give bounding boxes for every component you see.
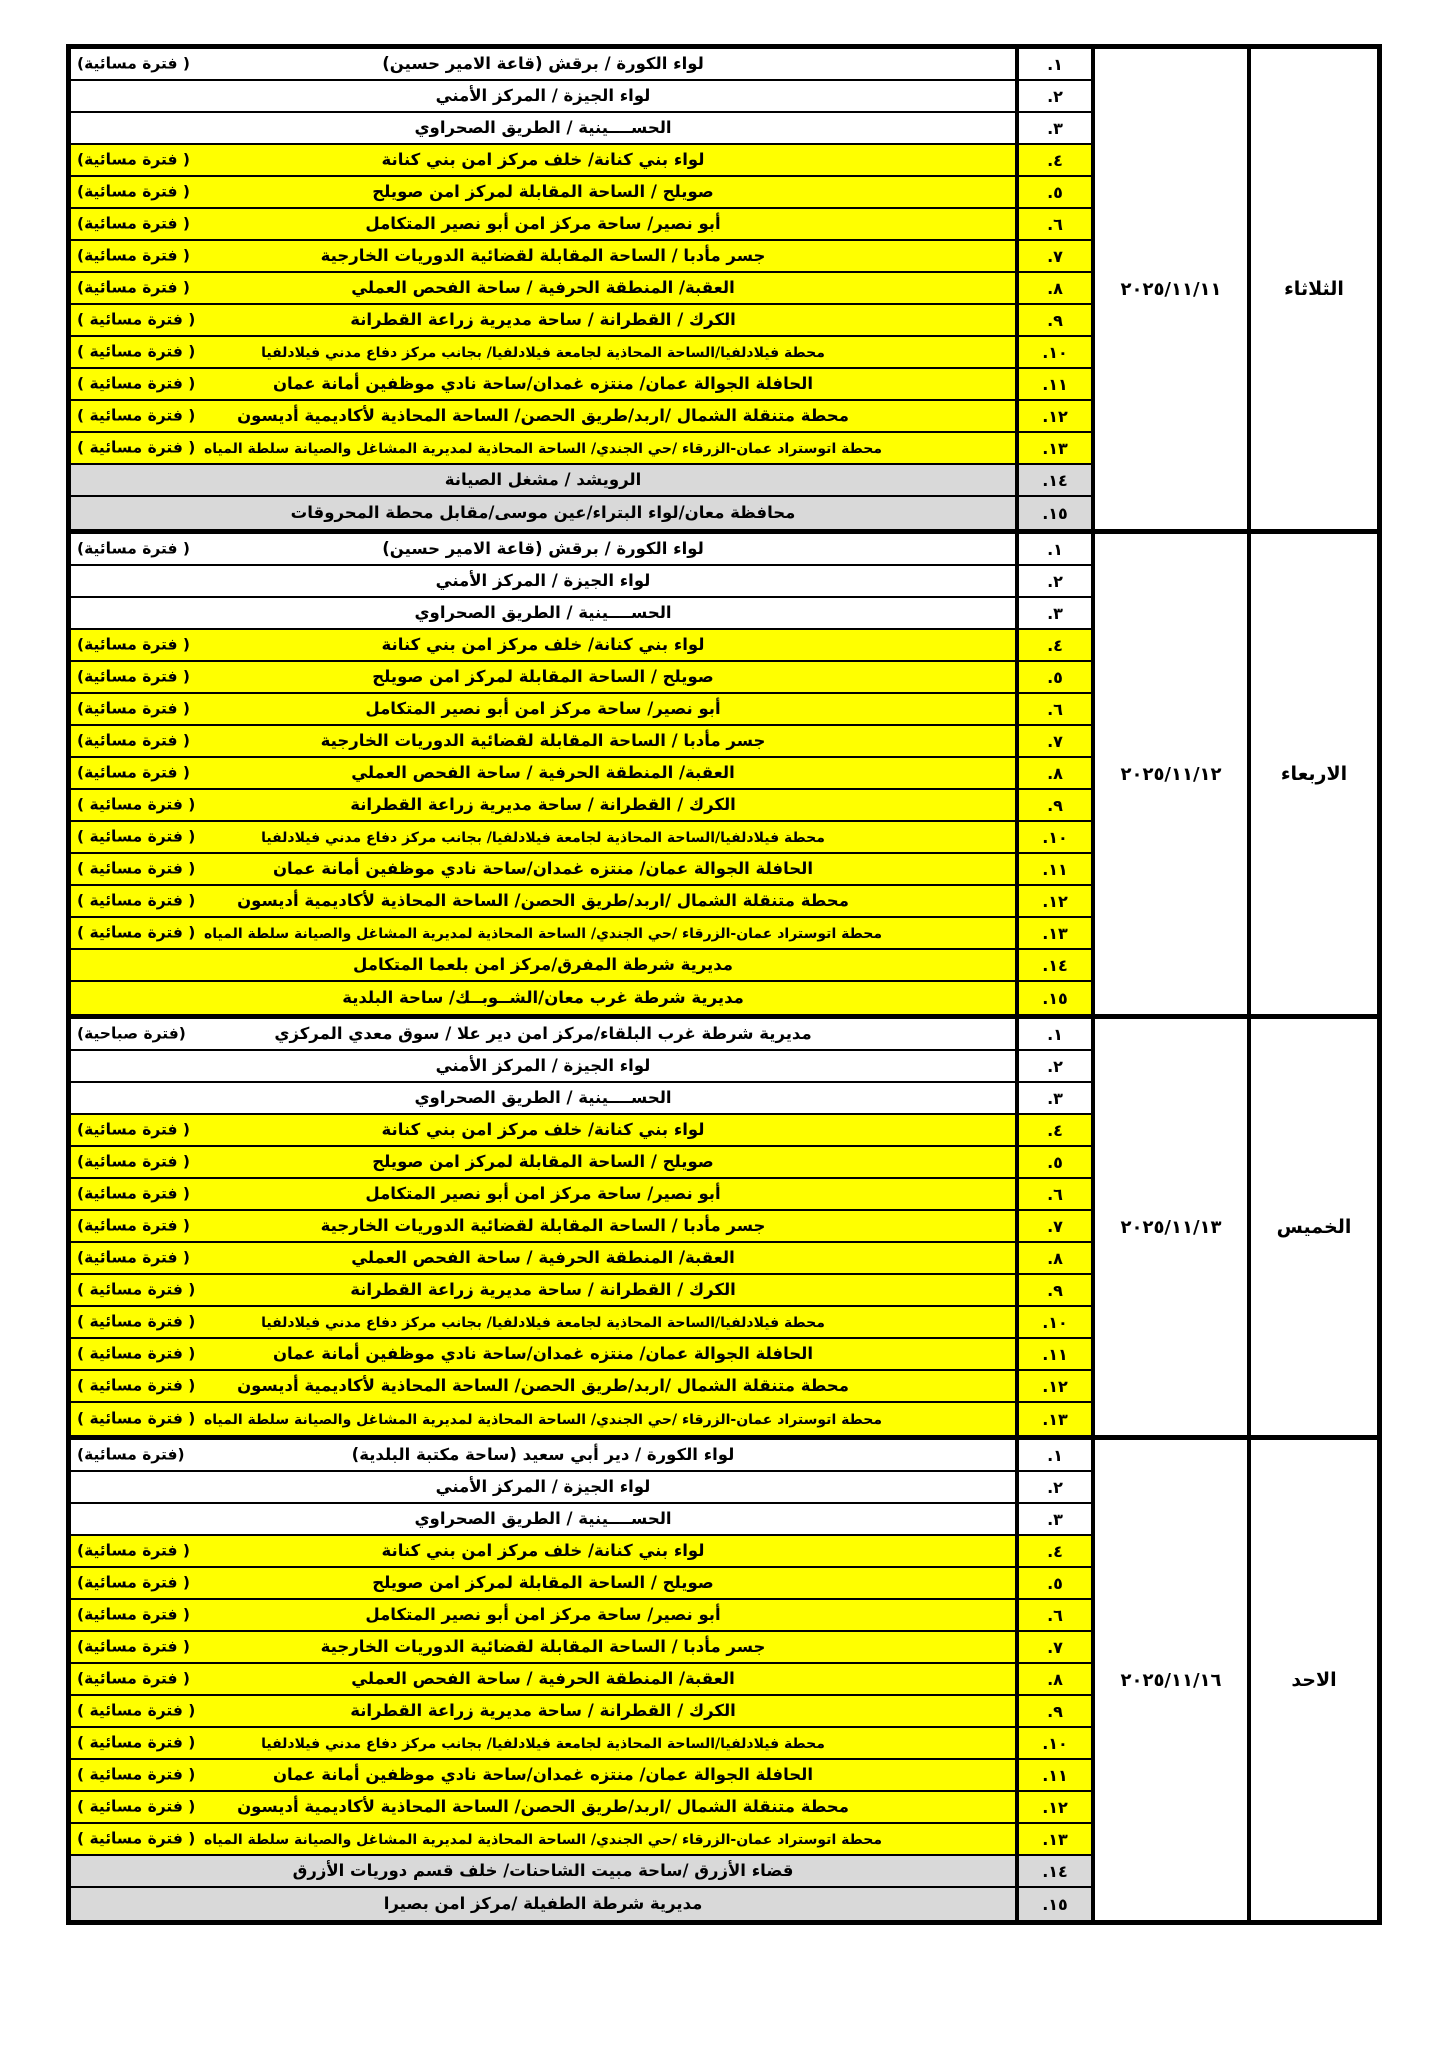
schedule-row — [71, 177, 1091, 209]
date-value: ٢٠٢٥/١١/١٣ — [1091, 1019, 1247, 1435]
shift-period-note: ( فترة مسائية) — [77, 1248, 190, 1267]
shift-period-note: ( فترة مسائية) — [77, 1541, 190, 1560]
shift-period-note: ( فترة مسائية) — [77, 214, 190, 233]
location-cell — [71, 694, 1015, 724]
schedule-row — [71, 854, 1091, 886]
location-text: صويلح / الساحة المقابلة لمركز امن صويلح — [372, 182, 714, 202]
shift-period-note: ( فترة مسائية ) — [77, 374, 196, 393]
location-text: محطة متنقلة الشمال /اربد/طريق الحصن/ الساحة المحاذية لأكاديمية أديسون — [237, 1376, 849, 1396]
schedule-row — [71, 1792, 1091, 1824]
shift-period-note: ( فترة مسائية) — [77, 1637, 190, 1656]
schedule-row — [71, 1307, 1091, 1339]
row-number: ٩. — [1015, 1275, 1091, 1305]
location-cell — [71, 465, 1015, 495]
schedule-row — [71, 497, 1091, 529]
row-number: ٧. — [1015, 1632, 1091, 1662]
row-number: ٢. — [1015, 81, 1091, 111]
shift-period-note: ( فترة مسائية) — [77, 1605, 190, 1624]
location-text: جسر مأدبا / الساحة المقابلة لقضائية الدوريات الخارجية — [320, 731, 766, 751]
schedule-row — [71, 1339, 1091, 1371]
row-number: ٥. — [1015, 1147, 1091, 1177]
location-cell — [71, 1600, 1015, 1630]
schedule-row — [71, 1472, 1091, 1504]
row-number: ٧. — [1015, 1211, 1091, 1241]
row-number: ٢. — [1015, 1051, 1091, 1081]
row-number: ٤. — [1015, 630, 1091, 660]
location-text: الحافلة الجوالة عمان/ منتزه غمدان/ساحة نادي موظفين أمانة عمان — [272, 374, 814, 394]
location-cell — [71, 790, 1015, 820]
shift-period-note: ( فترة مسائية) — [77, 246, 190, 265]
location-cell — [71, 305, 1015, 335]
location-text: محطة متنقلة الشمال /اربد/طريق الحصن/ الساحة المحاذية لأكاديمية أديسون — [237, 406, 849, 426]
location-text: لواء بني كنانة/ خلف مركز امن بني كنانة — [381, 635, 705, 655]
shift-period-note: ( فترة مسائية ) — [77, 1733, 196, 1752]
schedule-row — [71, 1824, 1091, 1856]
schedule-row — [71, 790, 1091, 822]
row-number: ٣. — [1015, 598, 1091, 628]
schedule-row — [71, 630, 1091, 662]
schedule-row — [71, 273, 1091, 305]
shift-period-note: ( فترة مسائية ) — [77, 923, 196, 942]
location-text: الحســــينية / الطريق الصحراوي — [414, 1088, 672, 1108]
day-block — [71, 534, 1377, 1019]
location-text: الحســــينية / الطريق الصحراوي — [414, 603, 672, 623]
location-text: أبو نصير/ ساحة مركز امن أبو نصير المتكامل — [365, 1605, 721, 1625]
row-number: ١٣. — [1015, 433, 1091, 463]
shift-period-note: ( فترة مسائية) — [77, 278, 190, 297]
locations-rows — [71, 1440, 1091, 1920]
schedule-row — [71, 662, 1091, 694]
location-text: جسر مأدبا / الساحة المقابلة لقضائية الدوريات الخارجية — [320, 1637, 766, 1657]
location-cell — [71, 726, 1015, 756]
row-number: ١. — [1015, 1440, 1091, 1470]
location-cell — [71, 822, 1015, 852]
location-text: محطة فيلادلفيا/الساحة المحاذية لجامعة فيلادلفيا/ بجانب مركز دفاع مدني فيلادلفيا — [261, 1314, 825, 1331]
location-cell — [71, 1696, 1015, 1726]
location-text: لواء الجيزة / المركز الأمني — [435, 86, 651, 106]
location-text: الحافلة الجوالة عمان/ منتزه غمدان/ساحة نادي موظفين أمانة عمان — [272, 1765, 814, 1785]
location-text: الكرك / القطرانة / ساحة مديرية زراعة القطرانة — [350, 1280, 736, 1300]
location-cell — [71, 273, 1015, 303]
schedule-row — [71, 534, 1091, 566]
schedule-row — [71, 1275, 1091, 1307]
row-number: ٣. — [1015, 1083, 1091, 1113]
location-cell — [71, 1019, 1015, 1049]
shift-period-note: ( فترة مسائية) — [77, 1184, 190, 1203]
location-cell — [71, 433, 1015, 463]
location-text: لواء الكورة / دير أبي سعيد (ساحة مكتبة البلدية) — [351, 1445, 735, 1465]
row-number: ٣. — [1015, 113, 1091, 143]
location-cell — [71, 854, 1015, 884]
schedule-row — [71, 950, 1091, 982]
location-cell — [71, 209, 1015, 239]
location-text: جسر مأدبا / الساحة المقابلة لقضائية الدوريات الخارجية — [320, 246, 766, 266]
row-number: ٢. — [1015, 1472, 1091, 1502]
locations-rows — [71, 534, 1091, 1014]
row-number: ٩. — [1015, 790, 1091, 820]
location-cell — [71, 566, 1015, 596]
row-number: ٨. — [1015, 1664, 1091, 1694]
schedule-row — [71, 758, 1091, 790]
schedule-row — [71, 726, 1091, 758]
date-value: ٢٠٢٥/١١/١٢ — [1091, 534, 1247, 1014]
schedule-row — [71, 401, 1091, 433]
location-text: صويلح / الساحة المقابلة لمركز امن صويلح — [372, 1152, 714, 1172]
schedule-row — [71, 113, 1091, 145]
row-number: ١١. — [1015, 1760, 1091, 1790]
row-number: ٥. — [1015, 662, 1091, 692]
schedule-row — [71, 1856, 1091, 1888]
shift-period-note: (فترة صباحية) — [77, 1024, 186, 1043]
location-cell — [71, 1472, 1015, 1502]
row-number: ١٣. — [1015, 1403, 1091, 1435]
row-number: ١٣. — [1015, 1824, 1091, 1854]
row-number: ١. — [1015, 534, 1091, 564]
shift-period-note: ( فترة مسائية) — [77, 635, 190, 654]
location-text: مديرية شرطة غرب معان/الشــوبــك/ ساحة البلدية — [342, 988, 744, 1008]
schedule-row — [71, 1536, 1091, 1568]
location-text: العقبة/ المنطقة الحرفية / ساحة الفحص العملي — [351, 1248, 735, 1268]
schedule-row — [71, 982, 1091, 1014]
shift-period-note: ( فترة مسائية ) — [77, 891, 196, 910]
shift-period-note: ( فترة مسائية) — [77, 731, 190, 750]
shift-period-note: ( فترة مسائية ) — [77, 1376, 196, 1395]
schedule-row — [71, 1147, 1091, 1179]
schedule-row — [71, 337, 1091, 369]
location-cell — [71, 1888, 1015, 1920]
row-number: ١١. — [1015, 369, 1091, 399]
location-text: أبو نصير/ ساحة مركز امن أبو نصير المتكامل — [365, 699, 721, 719]
row-number: ٩. — [1015, 1696, 1091, 1726]
shift-period-note: ( فترة مسائية ) — [77, 1829, 196, 1848]
shift-period-note: ( فترة مسائية ) — [77, 342, 196, 361]
row-number: ١٢. — [1015, 1371, 1091, 1401]
schedule-row — [71, 1760, 1091, 1792]
location-cell — [71, 1824, 1015, 1854]
location-cell — [71, 401, 1015, 431]
location-cell — [71, 1083, 1015, 1113]
row-number: ١١. — [1015, 1339, 1091, 1369]
shift-period-note: ( فترة مسائية) — [77, 1573, 190, 1592]
location-cell — [71, 1339, 1015, 1369]
location-cell — [71, 950, 1015, 980]
schedule-row — [71, 566, 1091, 598]
location-cell — [71, 145, 1015, 175]
location-text: لواء بني كنانة/ خلف مركز امن بني كنانة — [381, 1541, 705, 1561]
day-block — [71, 1440, 1377, 1920]
location-cell — [71, 241, 1015, 271]
location-cell — [71, 1664, 1015, 1694]
row-number: ٥. — [1015, 1568, 1091, 1598]
row-number: ٨. — [1015, 273, 1091, 303]
schedule-row — [71, 1179, 1091, 1211]
schedule-row — [71, 1019, 1091, 1051]
row-number: ٣. — [1015, 1504, 1091, 1534]
schedule-row — [71, 1664, 1091, 1696]
location-cell — [71, 630, 1015, 660]
shift-period-note: ( فترة مسائية) — [77, 1216, 190, 1235]
location-cell — [71, 1371, 1015, 1401]
location-text: محافظة معان/لواء البتراء/عين موسى/مقابل محطة المحروقات — [290, 503, 796, 523]
schedule-row — [71, 1051, 1091, 1083]
date-value: ٢٠٢٥/١١/١١ — [1091, 49, 1247, 529]
row-number: ١٥. — [1015, 1888, 1091, 1920]
schedule-row — [71, 49, 1091, 81]
location-text: مديرية شرطة الطفيلة /مركز امن بصيرا — [383, 1894, 703, 1914]
shift-period-note: ( فترة مسائية ) — [77, 1797, 196, 1816]
day-name: الاحد — [1247, 1440, 1377, 1920]
location-text: لواء الكورة / برقش (قاعة الامير حسين) — [382, 54, 704, 74]
location-cell — [71, 1211, 1015, 1241]
schedule-row — [71, 1696, 1091, 1728]
location-text: العقبة/ المنطقة الحرفية / ساحة الفحص العملي — [351, 1669, 735, 1689]
location-text: قضاء الأزرق /ساحة مبيت الشاحنات/ خلف قسم دوريات الأزرق — [292, 1861, 794, 1881]
location-cell — [71, 81, 1015, 111]
shift-period-note: ( فترة مسائية ) — [77, 795, 196, 814]
location-text: محطة فيلادلفيا/الساحة المحاذية لجامعة فيلادلفيا/ بجانب مركز دفاع مدني فيلادلفيا — [261, 829, 825, 846]
location-cell — [71, 662, 1015, 692]
location-cell — [71, 1568, 1015, 1598]
schedule-row — [71, 1243, 1091, 1275]
schedule-row — [71, 1083, 1091, 1115]
location-text: محطة اتوستراد عمان-الزرقاء /حي الجندي/ الساحة المحاذية لمديرية المشاغل والصيانة سلطة المياه — [204, 440, 883, 457]
shift-period-note: ( فترة مسائية ) — [77, 859, 196, 878]
location-text: جسر مأدبا / الساحة المقابلة لقضائية الدوريات الخارجية — [320, 1216, 766, 1236]
location-cell — [71, 1147, 1015, 1177]
row-number: ١. — [1015, 49, 1091, 79]
row-number: ١١. — [1015, 854, 1091, 884]
location-cell — [71, 369, 1015, 399]
shift-period-note: ( فترة مسائية) — [77, 1152, 190, 1171]
day-name: الاربعاء — [1247, 534, 1377, 1014]
row-number: ٤. — [1015, 1536, 1091, 1566]
shift-period-note: ( فترة مسائية) — [77, 763, 190, 782]
locations-rows — [71, 49, 1091, 529]
location-cell — [71, 1051, 1015, 1081]
location-cell — [71, 1307, 1015, 1337]
location-cell — [71, 1504, 1015, 1534]
row-number: ١٢. — [1015, 401, 1091, 431]
shift-period-note: ( فترة مسائية ) — [77, 310, 196, 329]
shift-period-note: ( فترة مسائية) — [77, 150, 190, 169]
location-cell — [71, 1632, 1015, 1662]
shift-period-note: ( فترة مسائية) — [77, 1669, 190, 1688]
row-number: ٤. — [1015, 145, 1091, 175]
shift-period-note: ( فترة مسائية ) — [77, 1409, 196, 1428]
schedule-row — [71, 918, 1091, 950]
location-cell — [71, 1760, 1015, 1790]
location-text: الرويشد / مشغل الصيانة — [444, 470, 642, 490]
row-number: ١٠. — [1015, 822, 1091, 852]
row-number: ٦. — [1015, 209, 1091, 239]
schedule-row — [71, 1632, 1091, 1664]
schedule-row — [71, 1888, 1091, 1920]
location-text: أبو نصير/ ساحة مركز امن أبو نصير المتكامل — [365, 214, 721, 234]
location-text: صويلح / الساحة المقابلة لمركز امن صويلح — [372, 1573, 714, 1593]
schedule-row — [71, 1728, 1091, 1760]
location-text: لواء الجيزة / المركز الأمني — [435, 571, 651, 591]
location-cell — [71, 497, 1015, 529]
location-text: صويلح / الساحة المقابلة لمركز امن صويلح — [372, 667, 714, 687]
row-number: ٩. — [1015, 305, 1091, 335]
schedule-row — [71, 1568, 1091, 1600]
schedule-row — [71, 369, 1091, 401]
schedule-row — [71, 1371, 1091, 1403]
row-number: ٢. — [1015, 566, 1091, 596]
row-number: ٦. — [1015, 1600, 1091, 1630]
location-text: الكرك / القطرانة / ساحة مديرية زراعة القطرانة — [350, 1701, 736, 1721]
day-block — [71, 1019, 1377, 1440]
schedule-row — [71, 209, 1091, 241]
shift-period-note: ( فترة مسائية ) — [77, 406, 196, 425]
shift-period-note: ( فترة مسائية) — [77, 699, 190, 718]
row-number: ١٤. — [1015, 1856, 1091, 1886]
location-cell — [71, 758, 1015, 788]
schedule-row — [71, 465, 1091, 497]
location-cell — [71, 113, 1015, 143]
location-text: الكرك / القطرانة / ساحة مديرية زراعة القطرانة — [350, 795, 736, 815]
location-cell — [71, 1403, 1015, 1435]
schedule-row — [71, 694, 1091, 726]
location-cell — [71, 1275, 1015, 1305]
location-text: العقبة/ المنطقة الحرفية / ساحة الفحص العملي — [351, 763, 735, 783]
location-text: الحســــينية / الطريق الصحراوي — [414, 118, 672, 138]
row-number: ٤. — [1015, 1115, 1091, 1145]
location-text: محطة فيلادلفيا/الساحة المحاذية لجامعة فيلادلفيا/ بجانب مركز دفاع مدني فيلادلفيا — [261, 344, 825, 361]
location-text: محطة متنقلة الشمال /اربد/طريق الحصن/ الساحة المحاذية لأكاديمية أديسون — [237, 891, 849, 911]
row-number: ١٠. — [1015, 337, 1091, 367]
location-cell — [71, 1243, 1015, 1273]
shift-period-note: ( فترة مسائية) — [77, 667, 190, 686]
row-number: ١٤. — [1015, 465, 1091, 495]
location-cell — [71, 1728, 1015, 1758]
shift-period-note: ( فترة مسائية ) — [77, 827, 196, 846]
shift-period-note: ( فترة مسائية) — [77, 539, 190, 558]
schedule-row — [71, 886, 1091, 918]
row-number: ١٥. — [1015, 497, 1091, 529]
schedule-row — [71, 598, 1091, 630]
location-cell — [71, 1792, 1015, 1822]
schedule-row — [71, 433, 1091, 465]
row-number: ٧. — [1015, 241, 1091, 271]
schedule-row — [71, 1211, 1091, 1243]
location-text: محطة اتوستراد عمان-الزرقاء /حي الجندي/ الساحة المحاذية لمديرية المشاغل والصيانة سلطة المياه — [204, 1411, 883, 1428]
schedule-row — [71, 305, 1091, 337]
row-number: ٧. — [1015, 726, 1091, 756]
location-cell — [71, 1856, 1015, 1886]
day-block — [71, 49, 1377, 534]
day-name: الخميس — [1247, 1019, 1377, 1435]
location-cell — [71, 1115, 1015, 1145]
location-text: محطة فيلادلفيا/الساحة المحاذية لجامعة فيلادلفيا/ بجانب مركز دفاع مدني فيلادلفيا — [261, 1735, 825, 1752]
location-cell — [71, 982, 1015, 1014]
shift-period-note: ( فترة مسائية ) — [77, 1765, 196, 1784]
location-text: لواء الجيزة / المركز الأمني — [435, 1477, 651, 1497]
shift-period-note: ( فترة مسائية) — [77, 182, 190, 201]
row-number: ١. — [1015, 1019, 1091, 1049]
shift-period-note: ( فترة مسائية ) — [77, 1312, 196, 1331]
location-cell — [71, 534, 1015, 564]
shift-period-note: ( فترة مسائية ) — [77, 1701, 196, 1720]
schedule-table — [66, 44, 1382, 1925]
location-text: محطة اتوستراد عمان-الزرقاء /حي الجندي/ الساحة المحاذية لمديرية المشاغل والصيانة سلطة المياه — [204, 925, 883, 942]
location-text: محطة اتوستراد عمان-الزرقاء /حي الجندي/ الساحة المحاذية لمديرية المشاغل والصيانة سلطة المياه — [204, 1831, 883, 1848]
row-number: ١٠. — [1015, 1728, 1091, 1758]
row-number: ٨. — [1015, 758, 1091, 788]
location-cell — [71, 49, 1015, 79]
location-cell — [71, 337, 1015, 367]
row-number: ١٣. — [1015, 918, 1091, 948]
schedule-row — [71, 145, 1091, 177]
row-number: ٨. — [1015, 1243, 1091, 1273]
locations-rows — [71, 1019, 1091, 1435]
location-text: لواء الجيزة / المركز الأمني — [435, 1056, 651, 1076]
shift-period-note: ( فترة مسائية ) — [77, 438, 196, 457]
location-cell — [71, 1179, 1015, 1209]
shift-period-note: ( فترة مسائية ) — [77, 1344, 196, 1363]
schedule-row — [71, 1440, 1091, 1472]
location-text: العقبة/ المنطقة الحرفية / ساحة الفحص العملي — [351, 278, 735, 298]
location-text: لواء بني كنانة/ خلف مركز امن بني كنانة — [381, 150, 705, 170]
schedule-row — [71, 1115, 1091, 1147]
location-text: مديرية شرطة المفرق/مركز امن بلعما المتكامل — [353, 955, 733, 975]
location-cell — [71, 598, 1015, 628]
shift-period-note: ( فترة مسائية) — [77, 1120, 190, 1139]
location-text: الحافلة الجوالة عمان/ منتزه غمدان/ساحة نادي موظفين أمانة عمان — [272, 1344, 814, 1364]
location-text: الكرك / القطرانة / ساحة مديرية زراعة القطرانة — [350, 310, 736, 330]
shift-period-note: ( فترة مسائية ) — [77, 1280, 196, 1299]
row-number: ١٢. — [1015, 886, 1091, 916]
location-cell — [71, 1440, 1015, 1470]
location-text: لواء بني كنانة/ خلف مركز امن بني كنانة — [381, 1120, 705, 1140]
schedule-row — [71, 241, 1091, 273]
location-cell — [71, 1536, 1015, 1566]
day-name: الثلاثاء — [1247, 49, 1377, 529]
row-number: ١٠. — [1015, 1307, 1091, 1337]
row-number: ٦. — [1015, 694, 1091, 724]
date-value: ٢٠٢٥/١١/١٦ — [1091, 1440, 1247, 1920]
location-cell — [71, 177, 1015, 207]
row-number: ١٤. — [1015, 950, 1091, 980]
row-number: ٦. — [1015, 1179, 1091, 1209]
location-text: محطة متنقلة الشمال /اربد/طريق الحصن/ الساحة المحاذية لأكاديمية أديسون — [237, 1797, 849, 1817]
shift-period-note: ( فترة مسائية) — [77, 54, 190, 73]
schedule-row — [71, 1504, 1091, 1536]
location-text: الحافلة الجوالة عمان/ منتزه غمدان/ساحة نادي موظفين أمانة عمان — [272, 859, 814, 879]
location-cell — [71, 886, 1015, 916]
location-text: الحســــينية / الطريق الصحراوي — [414, 1509, 672, 1529]
location-cell — [71, 918, 1015, 948]
schedule-row — [71, 822, 1091, 854]
row-number: ١٢. — [1015, 1792, 1091, 1822]
location-text: أبو نصير/ ساحة مركز امن أبو نصير المتكامل — [365, 1184, 721, 1204]
schedule-row — [71, 81, 1091, 113]
schedule-row — [71, 1403, 1091, 1435]
location-text: مديرية شرطة غرب البلقاء/مركز امن دير علا / سوق معدي المركزي — [274, 1024, 812, 1044]
location-text: لواء الكورة / برقش (قاعة الامير حسين) — [382, 539, 704, 559]
row-number: ١٥. — [1015, 982, 1091, 1014]
shift-period-note: (فترة مسائية) — [77, 1445, 185, 1464]
schedule-row — [71, 1600, 1091, 1632]
row-number: ٥. — [1015, 177, 1091, 207]
